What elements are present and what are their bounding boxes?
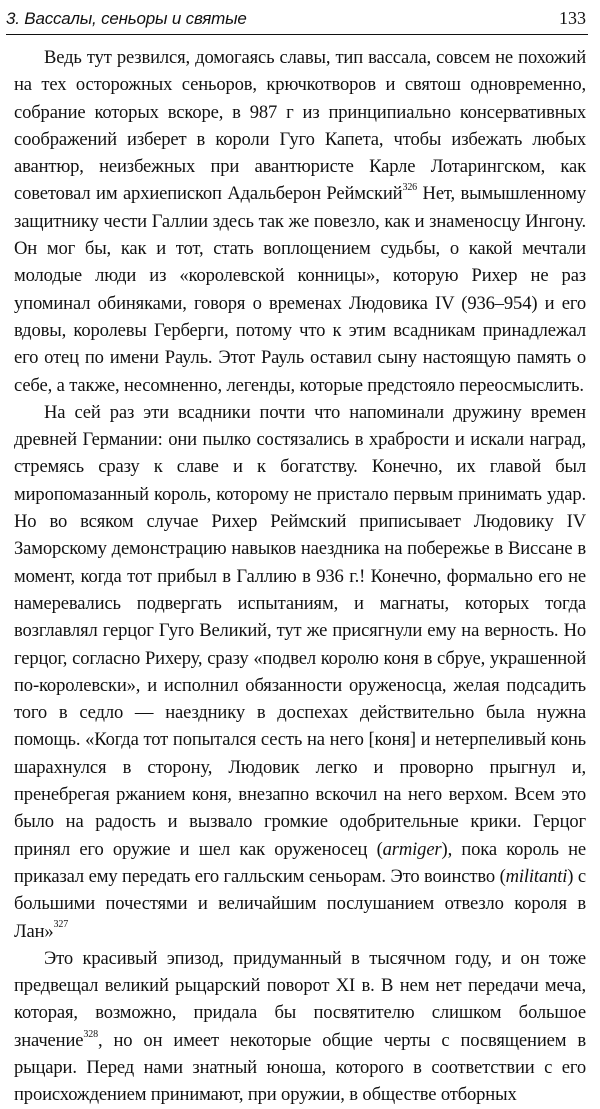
latin-term-militanti: militanti bbox=[505, 865, 568, 887]
page-number: 133 bbox=[559, 8, 586, 28]
footnote-ref-328: 328 bbox=[83, 1028, 98, 1040]
running-head: 3. Вассалы, сеньоры и святые bbox=[6, 9, 247, 28]
footnote-ref-326: 326 bbox=[402, 182, 418, 194]
paragraph-3-text-a: Это красивый эпизод, придуманный в тысячном году, и он тоже предвещал великий рыцарский поворот XI в. В нем нет передачи меча, которая, возможно, придала бы посвятителю слишком большое значение bbox=[14, 947, 586, 1051]
footnote-ref-327: 327 bbox=[53, 919, 69, 931]
paragraph-1-text-a: Ведь тут резвился, домогаясь славы, тип вассала, совсем не похожий на тех осторожных сеньоров, крючкотворов и святош одновременно, собрание которых вскоре, в 987 г из принципиально консервативных соображений изберет в короли Гуго Капета, чтобы избежать любых авантюр, неизбежных при авантюристе Карле Лотарингском, как советовал им архиепископ Адальберон Реймский bbox=[14, 47, 586, 205]
latin-term-armiger: armiger bbox=[382, 838, 442, 860]
page-header bbox=[6, 6, 588, 35]
paragraph-3-text-b: , но он имеет некоторые общие черты с посвящением в рыцари. Перед нами знатный юноша, которого в соответствии с его происхождением принимают, при оружии, в обществе отборных bbox=[14, 1029, 586, 1106]
paragraph-1 bbox=[14, 44, 586, 399]
body-text bbox=[14, 44, 586, 1109]
paragraph-3 bbox=[14, 945, 586, 1109]
paragraph-2-text-c: ) с большими почестями и величайшим послушанием отвезло короля в Лан» bbox=[14, 865, 586, 942]
paragraph-2-text-b: ), пока король не приказал ему передать его галльским сеньорам. Это воинство ( bbox=[14, 838, 586, 887]
paragraph-2 bbox=[14, 399, 586, 945]
paragraph-2-text-a: На сей раз эти всадники почти что напоминали дружину времен древней Германии: они пылко состязались в храбрости и искали наград, стремясь сразу к славе и к богатству. Конечно, их главой был миропомазанный король, которому не пристало первым принимать удар. Но во всяком случае Рихер Реймский приписывает Людовику IV Заморскому демонстрацию навыков наездника на побережье в Виссане в момент, когда тот прибыл в Галлию в 936 г.! Конечно, формально его не намеревались подвергать испытаниям, и магнаты, которых тогда возглавлял герцог Гуго Великий, тут же присягнули ему на верность. Но герцог, согласно Рихеру, сразу «подвел королю коня в сбруе, украшенной по-королевски», и исполнил обязанности оруженосца, желая подсадить того в седло — наезднику в доспехах действительно была нужна помощь. «Когда тот попытался сесть на него [коня] и нетерпеливый конь шарахнулся в сторону, Людовик легко и проворно прыгнул и, пренебрегая ржанием коня, внезапно вскочил на него верхом. Всем это было на радость и вызвало громкие одобрительные крики. Герцог принял его оружие и шел как оруженосец ( bbox=[14, 401, 586, 860]
paragraph-1-text-b: Нет, вымышленному защитнику чести Галлии здесь так же повезло, как и знаменосцу Ингону. Он мог бы, как и тот, стать воплощением судьбы, о какой мечтали молодые люди из «королевской конницы», которую Рихер не раз упоминал обиняками, говоря о временах Людовика IV (936–954) и его вдовы, королевы Герберги, потому что к этим всадникам принадлежал его отец по имени Рауль. Этот Рауль оставил сыну настоящую память о себе, а также, несомненно, легенды, которые предстояло переосмыслить. bbox=[14, 183, 586, 396]
